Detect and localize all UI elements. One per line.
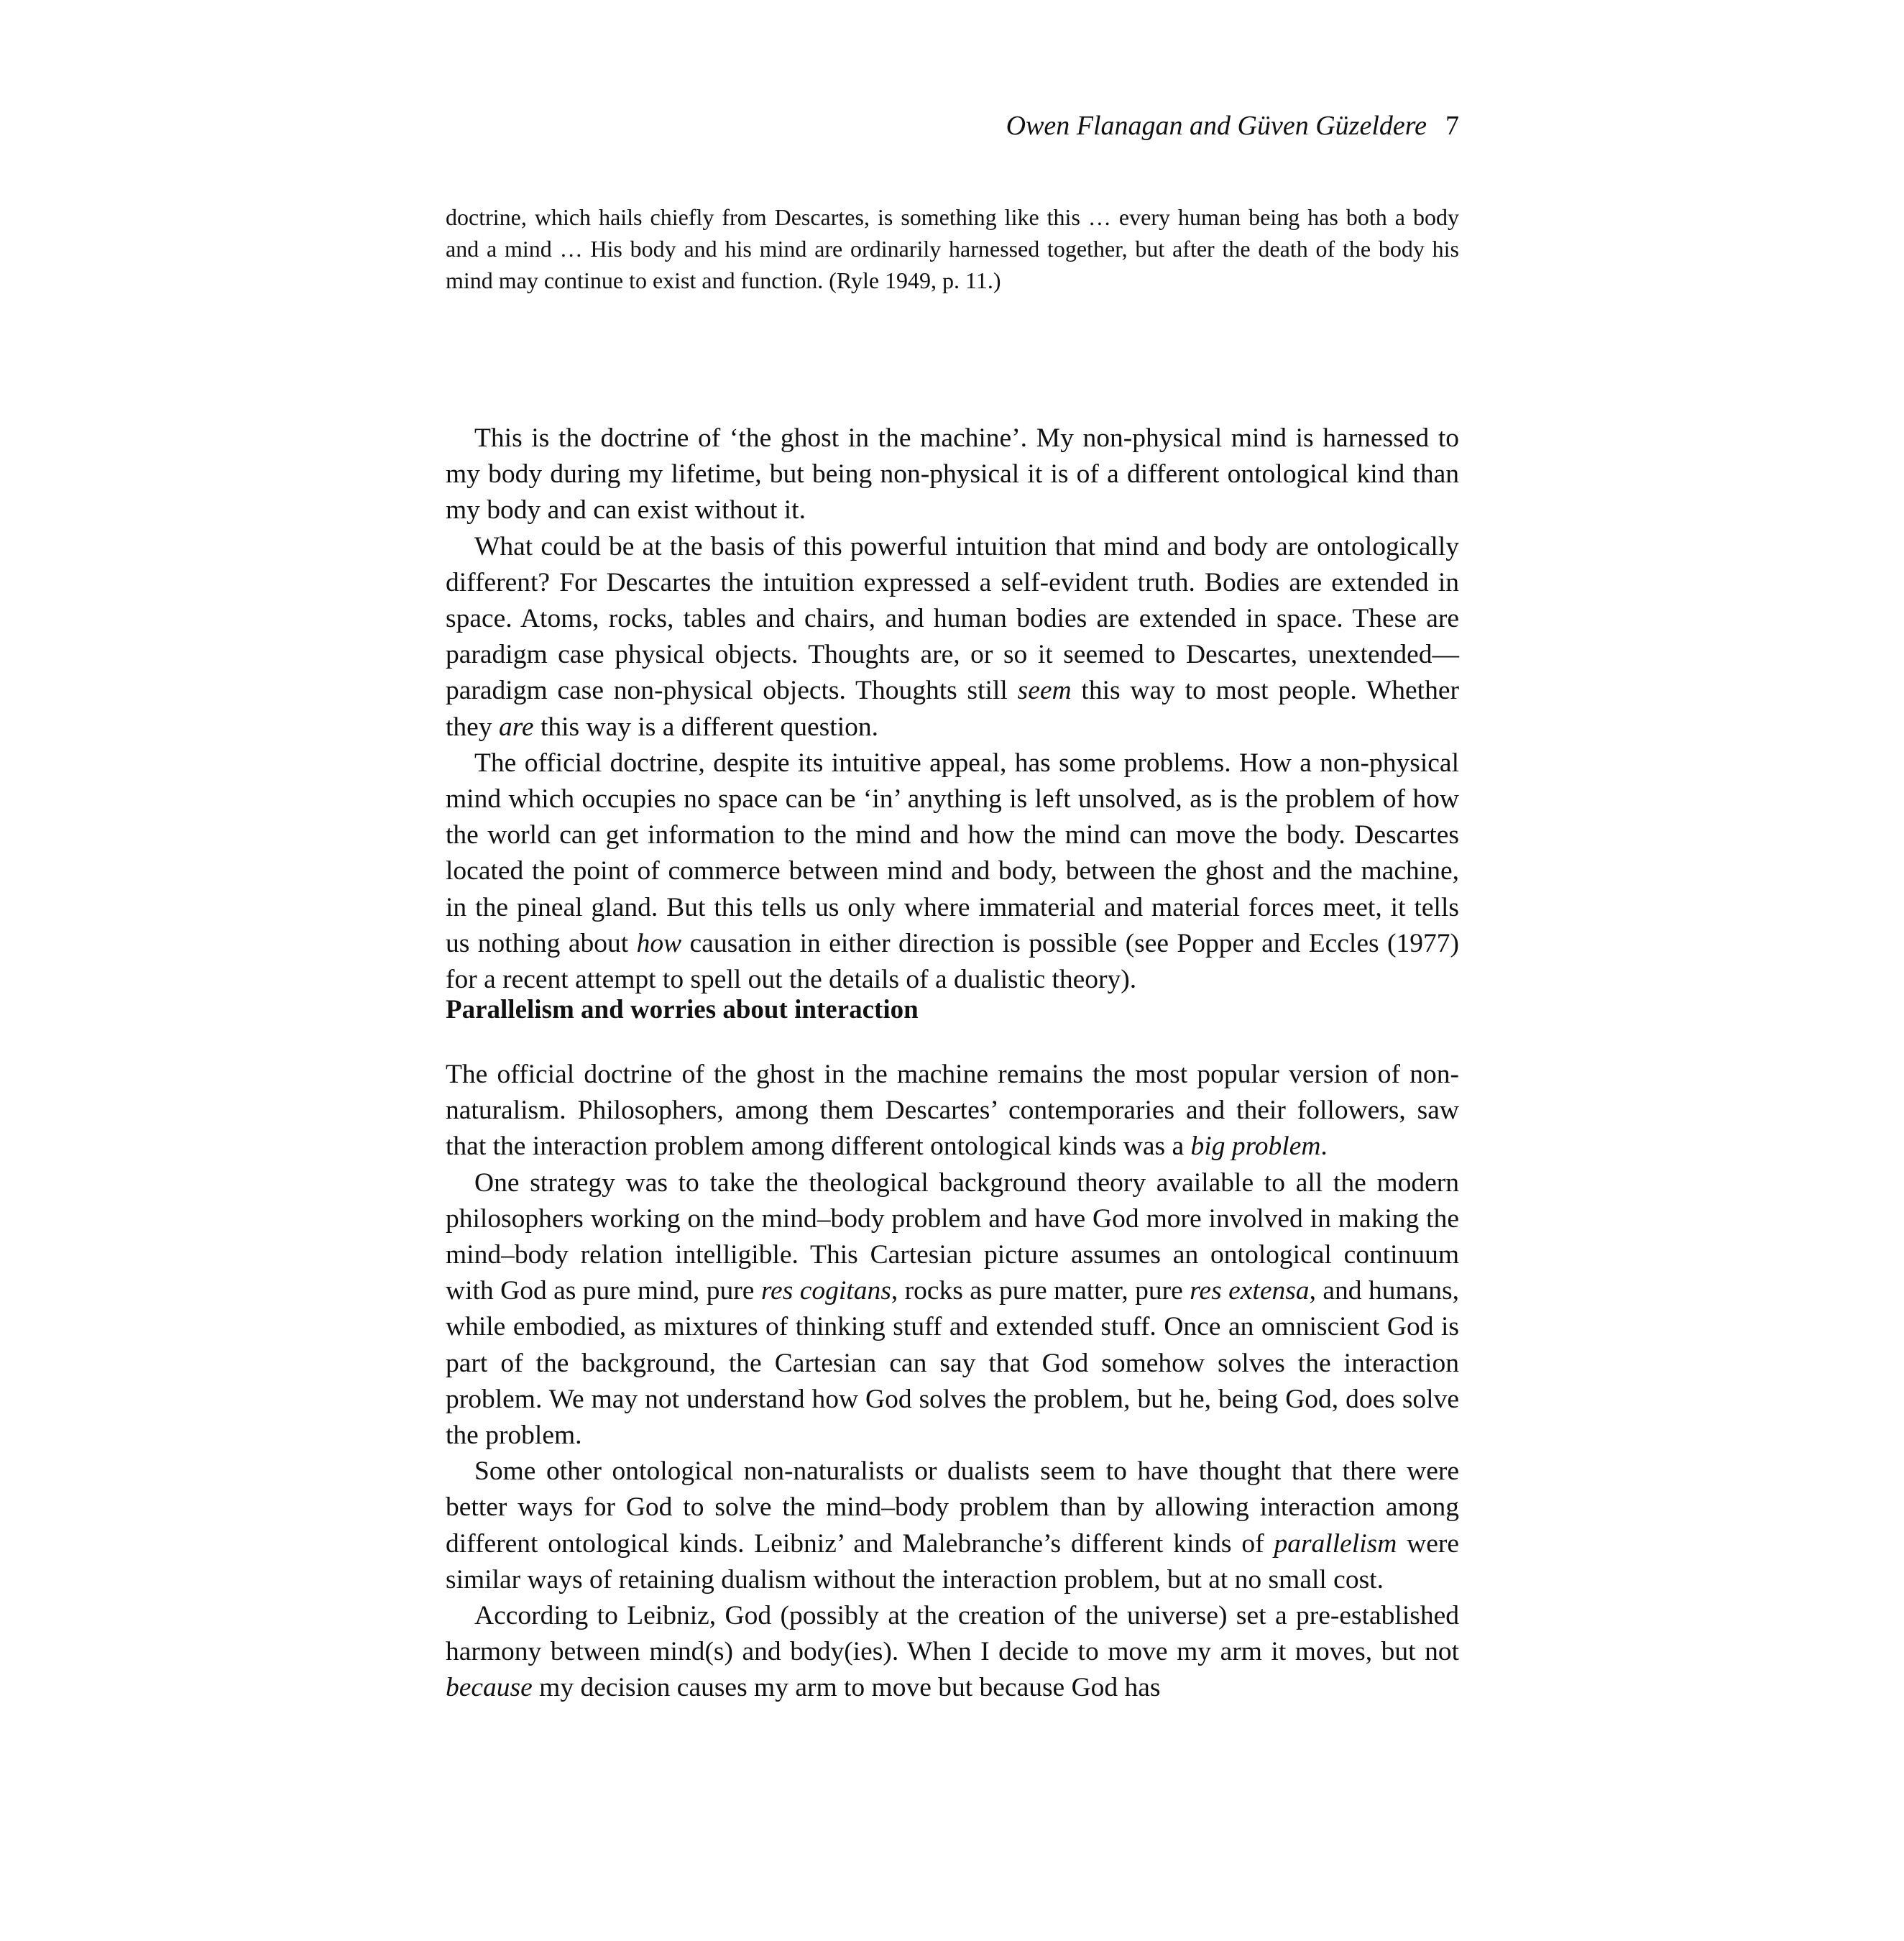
paragraph-intuition: What could be at the basis of this powerful intuition that mind and body are ontologically different? For Descartes the intuition expressed a self-evident truth. Bodies are extended in space. Atoms, rocks, tables and chairs, and human bodies are extended in space. These are paradigm case physical objects. Thoughts are, or so it seemed to Descartes, unextended—paradigm case non-physical objects. Thoughts still seem this way to most people. Whether they are this way is a different question. xyxy=(446,531,1459,742)
paragraph-theological-strategy: One strategy was to take the theological background theory available to all the modern philosophers working on the mind–body problem and have God more involved in making the mind–body relation intelligible. This Cartesian picture assumes an ontological continuum with God as pure mind, pure res cogitans, rocks as pure matter, pure res extensa, and humans, while embodied, as mixtures of thinking stuff and extended stuff. Once an omniscient God is part of the background, the Cartesian can say that God somehow solves the interaction problem. We may not understand how God solves the problem, but he, being God, does solve the problem. xyxy=(446,1167,1459,1451)
block-quote: doctrine, which hails chiefly from Descartes, is something like this … every human being has both a body and a mind … His body and his mind are ordinarily harnessed together, but after the death of the body his mind may continue to exist and function. (Ryle 1949, p. 11.) xyxy=(446,204,1459,293)
body-section-one xyxy=(446,421,1459,998)
page-number: 7 xyxy=(1445,111,1459,141)
paragraph-popular-version: The official doctrine of the ghost in the machine remains the most popular version of non-naturalism. Philosophers, among them Descartes’ contemporaries and their followers, saw that the interaction problem among different ontological kinds was a big problem. xyxy=(446,1060,1459,1162)
section-heading: Parallelism and worries about interaction xyxy=(446,995,919,1024)
paragraph-parallelism: Some other ontological non-naturalists or dualists seem to have thought that there were better ways for God to solve the mind–body problem than by allowing interaction among different ontological kinds. Leibniz’ and Malebranche’s different kinds of parallelism were similar ways of retaining dualism without the interaction problem, but at no small cost. xyxy=(446,1456,1460,1594)
paragraph-official-doctrine-problems: The official doctrine, despite its intuitive appeal, has some problems. How a non-physical mind which occupies no space can be ‘in’ anything is left unsolved, as is the problem of how the world can get information to the mind and how the mind can move the body. Descartes located the point of commerce between mind and body, between the ghost and the machine, in the pineal gland. But this tells us only where immaterial and material forces meet, it tells us nothing about how causation in either direction is possible (see Popper and Eccles (1977) for a recent attempt to spell out the details of a dualistic theory). xyxy=(446,748,1459,995)
paragraph-ghost-in-machine: This is the doctrine of ‘the ghost in the machine’. My non-physical mind is harnessed to my body during my lifetime, but being non-physical it is of a different ontological kind than my body and can exist without it. xyxy=(446,423,1459,526)
body-section-two xyxy=(446,1057,1459,1707)
running-head xyxy=(446,108,1459,144)
running-title: Owen Flanagan and Güven Güzeldere xyxy=(1006,111,1427,141)
paragraph-leibniz: According to Leibniz, God (possibly at the creation of the universe) set a pre-established harmony between mind(s) and body(ies). When I decide to move my arm it moves, but not because my decision causes my arm to move but because God has xyxy=(446,1601,1459,1703)
